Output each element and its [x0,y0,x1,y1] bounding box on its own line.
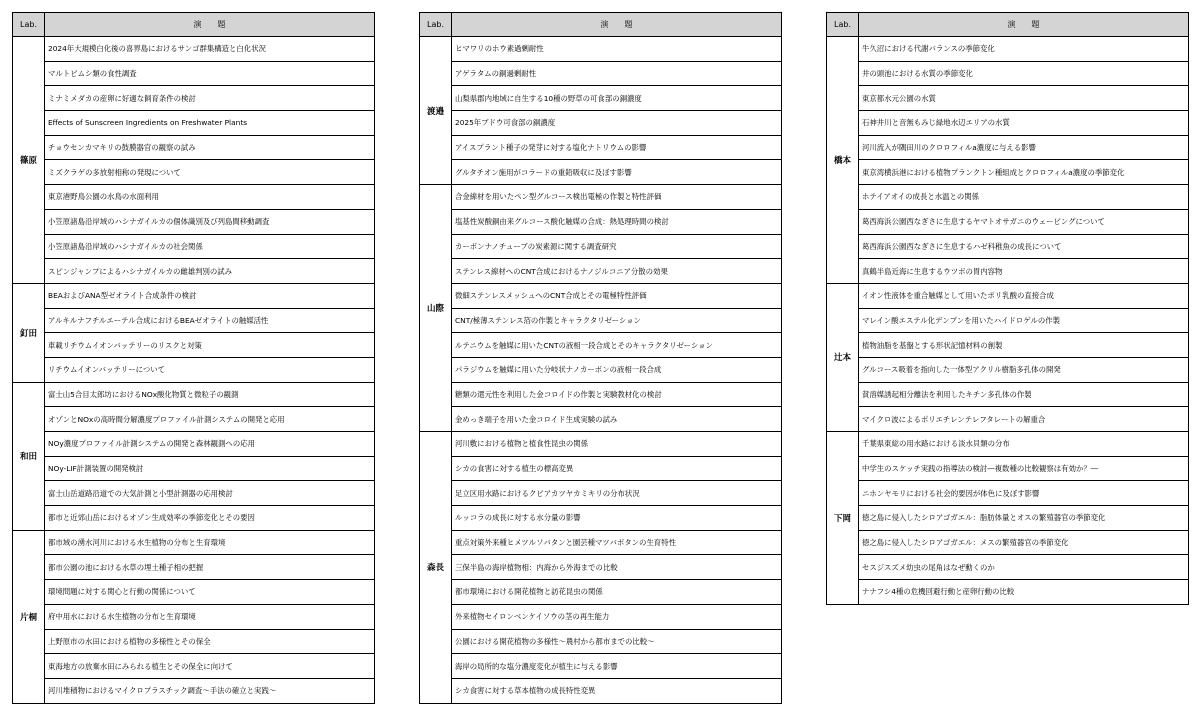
presentation-title-cell: 山梨県郡内地域に自生する10種の野草の可食部の銅濃度 [452,86,782,111]
table-row [420,135,782,160]
presentation-title-cell: マレイン酸エステル化デンプンを用いたハイドロゲルの作製 [859,308,1189,333]
presentation-title-cell: 貧溶媒誘起相分離法を利用したキチン多孔体の作製 [859,382,1189,407]
presentation-title-cell: 河川流入が隅田川のクロロフィルa濃度に与える影響 [859,135,1189,160]
presentation-title-cell: 塩基性炭酸銅由来グルコース酸化触媒の合成：熱処理時間の検討 [452,209,782,234]
presentation-title-cell: 金めっき端子を用いた金コロイド生成実験の試み [452,407,782,432]
presentation-title-cell: シカの食害に対する植生の標高変異 [452,456,782,481]
presentation-title-cell: 河川敷における植物と植食性昆虫の関係 [452,432,782,457]
presentation-title-cell: 牛久沼における代謝バランスの季節変化 [859,37,1189,62]
table-row [13,333,375,358]
table-row [420,580,782,605]
presentation-title-cell: マイクロ波によるポリエチレンテレフタレートの解重合 [859,407,1189,432]
presentation-title-cell: 東京都水元公園の水質 [859,86,1189,111]
table-row [827,530,1189,555]
presentation-title-cell: 富士山5合目太郎坊におけるNOx酸化物質と微粒子の観測 [45,382,375,407]
presentation-title-cell: 2025年ブドウ可食部の銅濃度 [452,111,782,136]
table-row [420,678,782,703]
table-row [420,530,782,555]
presentation-title-cell: セスジスズメ幼虫の尾角はなぜ動くのか [859,555,1189,580]
presentation-title-cell: グルタチオン施用がコラードの重鉛吸収に及ぼす影響 [452,160,782,185]
presentation-title-cell: ミズクラゲの多放射相称の発現について [45,160,375,185]
table-row [420,86,782,111]
presentation-title-cell: ヒマワリのホウ素過剰耐性 [452,37,782,62]
presentation-title-cell: 三保半島の海岸植物相：内海から外海までの比較 [452,555,782,580]
presentation-title-cell: CNT/極薄ステンレス箔の作製とキャラクタリゼーション [452,308,782,333]
presentation-title-cell: ミナミメダカの産卵に好適な飼育条件の検討 [45,86,375,111]
presentation-title-cell: 車載リチウムイオンバッテリーのリスクと対策 [45,333,375,358]
table-row [13,185,375,210]
table-row [827,308,1189,333]
presentation-title-cell: 外来植物セイロンベンケイソウの茎の再生能力 [452,604,782,629]
topics-table-2 [419,12,782,704]
table-row [827,555,1189,580]
table-row [420,37,782,62]
table-row [827,432,1189,457]
table-row [13,308,375,333]
presentation-title-cell: 徳之島に侵入したシロアゴガエル：メスの繁殖器官の季節変化 [859,530,1189,555]
table-row [420,456,782,481]
table-row [13,604,375,629]
title-column-header: 演 題 [859,13,1189,37]
table-row [13,111,375,136]
presentation-title-cell: 足立区用水路におけるクビアカツヤカミキリの分布状況 [452,481,782,506]
table-row [13,37,375,62]
presentation-title-cell: 環境問題に対する関心と行動の関係について [45,580,375,605]
presentation-title-cell: カーボンナノチューブの炭素源に関する調査研究 [452,234,782,259]
presentation-title-cell: 上野原市の水田における植物の多様性とその保全 [45,629,375,654]
presentation-title-cell: 小笠原諸島沿岸域のハシナガイルカの個体識別及び列島間移動調査 [45,209,375,234]
table-row [13,86,375,111]
table-row [13,135,375,160]
table-row [827,357,1189,382]
table-row [13,481,375,506]
table-row [420,407,782,432]
presentation-title-cell: グルコース吸着を指向した一体型アクリル樹脂多孔体の開発 [859,357,1189,382]
topics-table-1 [12,12,375,704]
table-row [13,283,375,308]
presentation-title-cell: ナナフシ4種の危機回避行動と産卵行動の比較 [859,580,1189,605]
table-row [420,506,782,531]
presentation-title-cell: イオン性液体を重合触媒として用いたポリ乳酸の直接合成 [859,283,1189,308]
presentation-title-cell: ステンレス線材へのCNT合成におけるナノジルコニア分散の効果 [452,259,782,284]
presentation-title-cell: ホテイアオイの成長と水温との関係 [859,185,1189,210]
presentation-title-cell: 海岸の局所的な塩分濃度変化が植生に与える影響 [452,654,782,679]
table-row [827,382,1189,407]
presentation-title-cell: 葛西海浜公園西なぎさに生息するハゼ科稚魚の成長について [859,234,1189,259]
table-row [420,432,782,457]
presentation-title-cell: 都市域の湧水河川における水生植物の分布と生育環境 [45,530,375,555]
presentation-title-cell: ルッコラの成長に対する水分量の影響 [452,506,782,531]
lab-name-cell: 下岡 [827,432,859,605]
table-row [13,580,375,605]
lab-column-header: Lab. [13,13,45,37]
lab-name-cell: 釘田 [13,283,45,382]
table-row [827,283,1189,308]
lab-name-cell: 辻本 [827,283,859,431]
lab-name-cell: 篠原 [13,37,45,284]
table-row [13,259,375,284]
table-header-row [827,13,1189,37]
table-header-row [420,13,782,37]
presentation-title-cell: アルキルナフチルエーテル合成におけるBEAゼオライトの触媒活性 [45,308,375,333]
table-row [827,160,1189,185]
presentation-title-cell: 都市環境における開花植物と訪花昆虫の関係 [452,580,782,605]
table-row [13,506,375,531]
table-row [420,629,782,654]
lab-name-cell: 森長 [420,432,452,704]
presentation-title-cell: 小笠原諸島沿岸域のハシナガイルカの社会関係 [45,234,375,259]
presentation-title-cell: BEAおよびANA型ゼオライト合成条件の検討 [45,283,375,308]
table-row [827,506,1189,531]
table-row [420,481,782,506]
table-row [420,604,782,629]
presentation-title-cell: 重点対策外来種ヒメツルソバタンと園芸種マツバボタンの生育特性 [452,530,782,555]
title-column-header: 演 題 [452,13,782,37]
presentation-title-cell: アイスプラント種子の発芽に対する塩化ナトリウムの影響 [452,135,782,160]
presentation-title-cell: NOy濃度プロファイル計測システムの開発と森林観測への応用 [45,432,375,457]
table-row [420,234,782,259]
presentation-title-cell: ルテニウムを触媒に用いたCNTの液相一段合成とそのキャラクタリゼーション [452,333,782,358]
presentation-title-cell: アゲラタムの銅過剰耐性 [452,61,782,86]
lab-column-header: Lab. [420,13,452,37]
presentation-title-cell: 中学生のスケッチ実践の指導法の検討―複数種の比較観察は有効か？― [859,456,1189,481]
presentation-title-cell: シカ食害に対する草本植物の成長特性変異 [452,678,782,703]
presentation-title-cell: リチウムイオンバッテリーについて [45,357,375,382]
presentation-title-cell: 糖類の還元性を利用した金コロイドの作製と実験教材化の検討 [452,382,782,407]
table-row [13,234,375,259]
table-row [13,654,375,679]
presentation-title-cell: 富士山岳道路沿道での大気計測と小型計測器の応用検討 [45,481,375,506]
topics-table-3 [826,12,1189,605]
presentation-title-cell: 公園における開花植物の多様性～農村から都市までの比較～ [452,629,782,654]
table-row [13,629,375,654]
table-row [827,333,1189,358]
presentation-title-cell: 石神井川と音無もみじ緑地水辺エリアの水質 [859,111,1189,136]
presentation-title-cell: 千葉県東総の用水路における淡水貝類の分布 [859,432,1189,457]
presentation-title-cell: チョウセンカマキリの鼓膜器官の観察の試み [45,135,375,160]
table-row [420,357,782,382]
table-row [827,86,1189,111]
table-row [13,61,375,86]
table-row [420,283,782,308]
presentation-title-cell: 井の頭池における水質の季節変化 [859,61,1189,86]
presentation-title-cell: 都市と近郊山岳におけるオゾン生成効率の季節変化とその要因 [45,506,375,531]
table-row [13,160,375,185]
table-row [420,160,782,185]
table-header-row [13,13,375,37]
table-row [420,382,782,407]
table-row [13,209,375,234]
table-row [420,111,782,136]
presentation-title-cell: ニホンヤモリにおける社会的要因が体色に及ぼす影響 [859,481,1189,506]
table-row [420,555,782,580]
table-row [420,654,782,679]
presentation-title-cell: マルトビムシ類の食性調査 [45,61,375,86]
presentation-title-cell: 葛西海浜公園西なぎさに生息するヤマトオサガニのウェービングについて [859,209,1189,234]
lab-name-cell: 橋本 [827,37,859,284]
table-row [420,333,782,358]
title-column-header: 演 題 [45,13,375,37]
lab-name-cell: 山際 [420,185,452,432]
table-row [13,382,375,407]
lab-name-cell: 和田 [13,382,45,530]
table-row [13,456,375,481]
table-row [420,209,782,234]
table-row [13,432,375,457]
table-row [827,61,1189,86]
table-row [827,37,1189,62]
table-row [420,259,782,284]
presentation-title-cell: 真鶴半島近海に生息するウツボの胃内容物 [859,259,1189,284]
presentation-title-cell: 都市公園の池における水草の埋土種子相の把握 [45,555,375,580]
table-row [827,407,1189,432]
lab-name-cell: 渡邉 [420,37,452,185]
table-row [13,530,375,555]
table-row [827,135,1189,160]
table-row [13,678,375,703]
presentation-title-cell: 府中用水における水生植物の分布と生育環境 [45,604,375,629]
table-row [13,555,375,580]
table-row [827,234,1189,259]
lab-name-cell: 片桐 [13,530,45,703]
lab-column-header: Lab. [827,13,859,37]
presentation-title-cell: オゾンとNOxの高時間分解濃度プロファイル計測システムの開発と応用 [45,407,375,432]
presentation-title-cell: 2024年大規模白化後の喜界島におけるサンゴ群集構造と白化状況 [45,37,375,62]
presentation-title-cell: 河川堆積物におけるマイクロプラスチック調査～手法の確立と実践～ [45,678,375,703]
presentation-title-cell: パラジウムを触媒に用いた分岐状ナノカーボンの液相一段合成 [452,357,782,382]
table-row [13,407,375,432]
presentation-title-cell: Effects of Sunscreen Ingredients on Freshwater Plants [45,111,375,136]
table-row [827,111,1189,136]
presentation-title-cell: 東京湾横浜港における植物プランクトン種組成とクロロフィルa濃度の季節変化 [859,160,1189,185]
table-row [420,308,782,333]
presentation-title-cell: 東海地方の放棄水田にみられる植生とその保全に向けて [45,654,375,679]
presentation-title-cell: 合金線材を用いたペン型グルコース検出電極の作製と特性評価 [452,185,782,210]
presentation-title-cell: 植物油脂を基盤とする形状記憶材料の創製 [859,333,1189,358]
presentation-title-cell: 東京港野鳥公園の水鳥の水面利用 [45,185,375,210]
presentation-title-cell: スピンジャンプによるハシナガイルカの雌雄判別の試み [45,259,375,284]
presentation-title-cell: 微細ステンレスメッシュへのCNT合成とその電極特性評価 [452,283,782,308]
table-row [420,185,782,210]
table-row [827,481,1189,506]
table-row [420,61,782,86]
table-row [827,580,1189,605]
presentation-title-cell: 徳之島に侵入したシロアゴガエル：脂肪体量とオスの繁殖器官の季節変化 [859,506,1189,531]
table-row [827,259,1189,284]
table-row [827,209,1189,234]
table-row [827,456,1189,481]
table-row [13,357,375,382]
table-row [827,185,1189,210]
presentation-title-cell: NOy-LIF計測装置の開発検討 [45,456,375,481]
